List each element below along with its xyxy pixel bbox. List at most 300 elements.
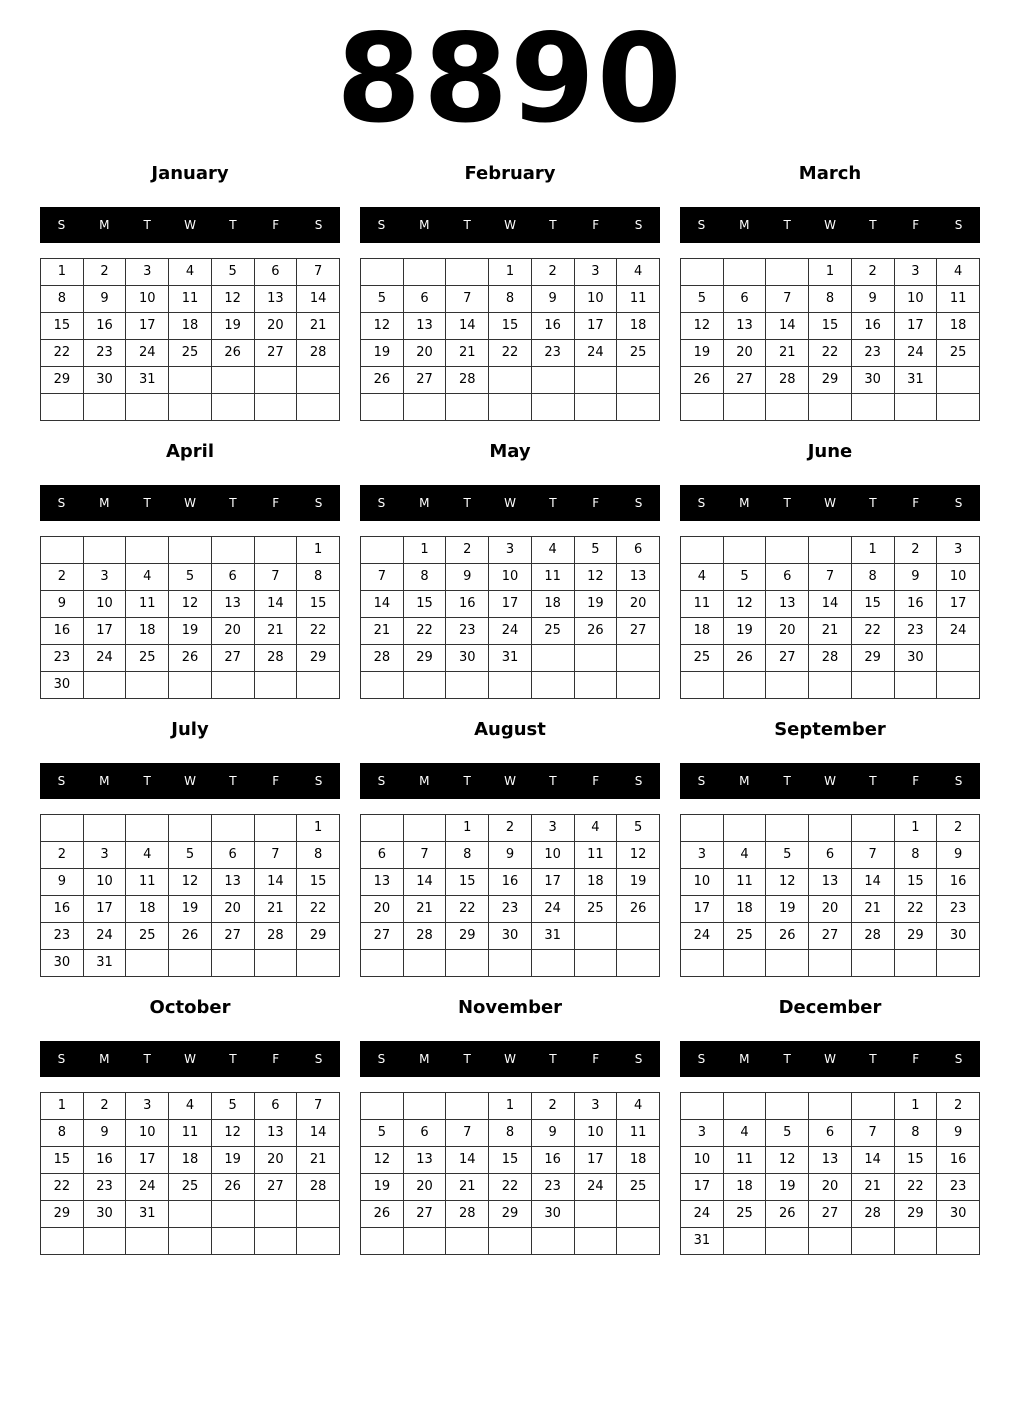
day-cell: 18	[126, 896, 169, 923]
empty-day-cell	[126, 394, 169, 421]
day-cell: 10	[937, 564, 980, 591]
weekday-label: T	[869, 774, 877, 788]
day-cell: 10	[126, 286, 169, 313]
day-cell: 12	[169, 591, 212, 618]
empty-day-cell	[574, 923, 617, 950]
day-cell: 11	[126, 869, 169, 896]
day-cell: 14	[297, 1120, 340, 1147]
day-cell: 18	[169, 313, 212, 340]
day-cell: 5	[169, 842, 212, 869]
day-cell: 29	[297, 645, 340, 672]
week-row	[681, 869, 980, 896]
weekday-label: T	[783, 774, 791, 788]
empty-day-cell	[297, 1201, 340, 1228]
day-cell: 7	[403, 842, 446, 869]
day-cell: 12	[169, 869, 212, 896]
day-cell: 23	[41, 645, 84, 672]
weekday-header	[40, 485, 340, 521]
day-cell: 4	[937, 259, 980, 286]
day-cell: 19	[681, 340, 724, 367]
weekday-label: T	[229, 774, 237, 788]
month-name: June	[807, 441, 853, 462]
day-cell: 12	[617, 842, 660, 869]
month-name: July	[171, 719, 209, 740]
day-grid	[40, 1092, 340, 1255]
day-cell: 2	[489, 815, 532, 842]
day-cell: 1	[297, 537, 340, 564]
day-cell: 24	[126, 340, 169, 367]
day-cell: 3	[126, 1093, 169, 1120]
day-cell: 20	[766, 618, 809, 645]
day-cell: 9	[937, 842, 980, 869]
day-cell: 6	[617, 537, 660, 564]
day-cell: 3	[681, 842, 724, 869]
day-cell: 25	[531, 618, 574, 645]
day-cell: 22	[446, 896, 489, 923]
empty-day-cell	[723, 815, 766, 842]
weekday-label: T	[783, 218, 791, 232]
week-row	[361, 923, 660, 950]
empty-day-cell	[297, 367, 340, 394]
day-cell: 27	[254, 1174, 297, 1201]
empty-day-cell	[531, 1228, 574, 1255]
day-cell: 17	[489, 591, 532, 618]
day-cell: 8	[41, 286, 84, 313]
day-cell: 23	[83, 340, 126, 367]
week-row	[681, 1201, 980, 1228]
day-cell: 12	[766, 869, 809, 896]
empty-day-cell	[41, 1228, 84, 1255]
day-cell: 19	[169, 896, 212, 923]
day-cell: 20	[617, 591, 660, 618]
day-cell: 9	[531, 1120, 574, 1147]
weekday-label: T	[783, 1052, 791, 1066]
day-cell: 28	[851, 923, 894, 950]
weekday-label: W	[184, 218, 196, 232]
day-cell: 30	[446, 645, 489, 672]
day-cell: 4	[617, 259, 660, 286]
month-name: March	[798, 163, 862, 184]
day-cell: 11	[937, 286, 980, 313]
day-cell: 27	[403, 367, 446, 394]
empty-day-cell	[446, 1228, 489, 1255]
empty-day-cell	[531, 645, 574, 672]
weekday-header	[40, 763, 340, 799]
day-cell: 7	[851, 842, 894, 869]
weekday-label: S	[377, 1052, 386, 1066]
month-name: January	[151, 163, 229, 184]
empty-day-cell	[83, 1228, 126, 1255]
day-cell: 24	[574, 1174, 617, 1201]
empty-day-cell	[254, 394, 297, 421]
empty-day-cell	[574, 645, 617, 672]
day-cell: 23	[937, 1174, 980, 1201]
empty-day-cell	[681, 259, 724, 286]
empty-day-cell	[937, 367, 980, 394]
day-cell: 23	[446, 618, 489, 645]
day-cell: 11	[617, 1120, 660, 1147]
day-cell: 5	[361, 1120, 404, 1147]
weekday-label: S	[57, 774, 66, 788]
empty-day-cell	[41, 815, 84, 842]
day-cell: 13	[254, 1120, 297, 1147]
day-cell: 28	[254, 645, 297, 672]
empty-day-cell	[126, 537, 169, 564]
week-row	[681, 896, 980, 923]
weekday-header	[680, 207, 980, 243]
empty-day-cell	[211, 950, 254, 977]
day-cell: 25	[169, 340, 212, 367]
day-cell: 9	[41, 591, 84, 618]
day-cell: 11	[126, 591, 169, 618]
day-cell: 1	[894, 1093, 937, 1120]
month-name: February	[464, 163, 556, 184]
day-cell: 21	[446, 1174, 489, 1201]
weekday-label: W	[184, 774, 196, 788]
empty-day-cell	[446, 672, 489, 699]
empty-day-cell	[937, 950, 980, 977]
week-row	[361, 672, 660, 699]
day-cell: 9	[41, 869, 84, 896]
day-cell: 10	[489, 564, 532, 591]
day-cell: 17	[681, 896, 724, 923]
weekday-label: M	[739, 496, 750, 510]
empty-day-cell	[766, 672, 809, 699]
day-cell: 12	[574, 564, 617, 591]
weekday-header	[360, 207, 660, 243]
day-cell: 9	[489, 842, 532, 869]
day-cell: 11	[681, 591, 724, 618]
day-cell: 8	[403, 564, 446, 591]
week-row	[41, 367, 340, 394]
empty-day-cell	[809, 1228, 852, 1255]
day-cell: 29	[489, 1201, 532, 1228]
day-cell: 16	[41, 618, 84, 645]
empty-day-cell	[446, 259, 489, 286]
day-cell: 27	[361, 923, 404, 950]
day-cell: 3	[681, 1120, 724, 1147]
day-cell: 10	[83, 591, 126, 618]
day-cell: 4	[531, 537, 574, 564]
day-cell: 23	[531, 1174, 574, 1201]
weekday-label: T	[463, 496, 471, 510]
day-cell: 20	[403, 1174, 446, 1201]
empty-day-cell	[723, 259, 766, 286]
empty-day-cell	[211, 1228, 254, 1255]
day-cell: 18	[937, 313, 980, 340]
day-cell: 14	[446, 313, 489, 340]
day-cell: 19	[723, 618, 766, 645]
day-cell: 20	[809, 1174, 852, 1201]
empty-day-cell	[574, 1228, 617, 1255]
day-cell: 23	[531, 340, 574, 367]
day-cell: 27	[403, 1201, 446, 1228]
day-cell: 3	[83, 564, 126, 591]
empty-day-cell	[766, 394, 809, 421]
day-cell: 19	[574, 591, 617, 618]
empty-day-cell	[403, 950, 446, 977]
week-row	[41, 896, 340, 923]
weekday-label: F	[912, 496, 920, 510]
day-cell: 6	[361, 842, 404, 869]
day-cell: 4	[723, 842, 766, 869]
day-cell: 17	[937, 591, 980, 618]
empty-day-cell	[361, 672, 404, 699]
weekday-header	[680, 763, 980, 799]
day-cell: 28	[851, 1201, 894, 1228]
day-cell: 29	[851, 645, 894, 672]
day-cell: 26	[574, 618, 617, 645]
empty-day-cell	[361, 815, 404, 842]
empty-day-cell	[83, 672, 126, 699]
empty-day-cell	[211, 1201, 254, 1228]
week-row	[41, 564, 340, 591]
day-cell: 26	[766, 1201, 809, 1228]
day-cell: 2	[531, 259, 574, 286]
weekday-label: S	[954, 774, 963, 788]
empty-day-cell	[574, 394, 617, 421]
day-cell: 14	[254, 591, 297, 618]
empty-day-cell	[489, 394, 532, 421]
day-cell: 13	[211, 869, 254, 896]
empty-day-cell	[489, 672, 532, 699]
day-cell: 27	[809, 923, 852, 950]
empty-day-cell	[723, 1093, 766, 1120]
day-cell: 25	[574, 896, 617, 923]
weekday-label: T	[549, 218, 557, 232]
weekday-label: W	[184, 1052, 196, 1066]
empty-day-cell	[126, 815, 169, 842]
weekday-label: F	[592, 496, 600, 510]
week-row	[681, 537, 980, 564]
week-row	[41, 842, 340, 869]
day-cell: 10	[83, 869, 126, 896]
weekday-label: M	[419, 496, 430, 510]
day-cell: 22	[851, 618, 894, 645]
day-cell: 8	[489, 286, 532, 313]
empty-day-cell	[403, 259, 446, 286]
day-cell: 8	[489, 1120, 532, 1147]
day-cell: 25	[617, 340, 660, 367]
day-cell: 31	[489, 645, 532, 672]
day-cell: 9	[531, 286, 574, 313]
weekday-label: M	[739, 774, 750, 788]
week-row	[681, 367, 980, 394]
empty-day-cell	[41, 537, 84, 564]
day-cell: 15	[489, 313, 532, 340]
empty-day-cell	[809, 672, 852, 699]
day-cell: 17	[894, 313, 937, 340]
month-name: May	[489, 441, 531, 462]
empty-day-cell	[254, 1201, 297, 1228]
day-cell: 31	[83, 950, 126, 977]
day-cell: 3	[126, 259, 169, 286]
day-cell: 7	[361, 564, 404, 591]
weekday-label: W	[504, 774, 516, 788]
day-cell: 19	[211, 313, 254, 340]
day-cell: 7	[766, 286, 809, 313]
day-cell: 28	[361, 645, 404, 672]
weekday-label: S	[314, 218, 323, 232]
weekday-header	[40, 207, 340, 243]
empty-day-cell	[681, 394, 724, 421]
day-cell: 28	[297, 340, 340, 367]
weekday-header	[680, 1041, 980, 1077]
week-row	[681, 645, 980, 672]
empty-day-cell	[809, 950, 852, 977]
week-row	[361, 1228, 660, 1255]
day-cell: 9	[894, 564, 937, 591]
day-grid	[360, 1092, 660, 1255]
day-cell: 22	[41, 340, 84, 367]
weekday-label: F	[592, 218, 600, 232]
weekday-label: M	[739, 1052, 750, 1066]
empty-day-cell	[126, 672, 169, 699]
empty-day-cell	[937, 672, 980, 699]
empty-day-cell	[574, 367, 617, 394]
empty-day-cell	[446, 394, 489, 421]
day-cell: 20	[809, 896, 852, 923]
weekday-label: S	[634, 218, 643, 232]
day-cell: 19	[766, 896, 809, 923]
day-cell: 13	[254, 286, 297, 313]
day-cell: 29	[894, 923, 937, 950]
day-cell: 1	[489, 1093, 532, 1120]
empty-day-cell	[681, 672, 724, 699]
day-cell: 17	[126, 313, 169, 340]
day-cell: 5	[617, 815, 660, 842]
day-cell: 22	[809, 340, 852, 367]
week-row	[361, 869, 660, 896]
day-cell: 17	[126, 1147, 169, 1174]
week-row	[41, 950, 340, 977]
empty-day-cell	[297, 950, 340, 977]
empty-day-cell	[937, 645, 980, 672]
day-cell: 2	[937, 815, 980, 842]
day-cell: 4	[169, 1093, 212, 1120]
day-cell: 19	[361, 340, 404, 367]
day-cell: 3	[531, 815, 574, 842]
day-cell: 11	[531, 564, 574, 591]
day-cell: 8	[297, 842, 340, 869]
day-cell: 24	[83, 645, 126, 672]
empty-day-cell	[403, 1093, 446, 1120]
day-cell: 19	[766, 1174, 809, 1201]
day-cell: 15	[297, 591, 340, 618]
day-cell: 27	[254, 340, 297, 367]
week-row	[41, 1120, 340, 1147]
week-row	[681, 1174, 980, 1201]
empty-day-cell	[937, 1228, 980, 1255]
day-cell: 30	[851, 367, 894, 394]
empty-day-cell	[809, 815, 852, 842]
empty-day-cell	[894, 672, 937, 699]
week-row	[41, 537, 340, 564]
day-cell: 14	[403, 869, 446, 896]
day-cell: 7	[809, 564, 852, 591]
weekday-label: T	[549, 1052, 557, 1066]
empty-day-cell	[617, 1201, 660, 1228]
day-cell: 26	[617, 896, 660, 923]
week-row	[681, 340, 980, 367]
day-cell: 1	[41, 1093, 84, 1120]
week-row	[361, 591, 660, 618]
day-grid	[360, 258, 660, 421]
day-cell: 2	[83, 259, 126, 286]
weekday-label: M	[99, 218, 110, 232]
day-cell: 22	[297, 896, 340, 923]
day-cell: 16	[894, 591, 937, 618]
weekday-label: F	[272, 774, 280, 788]
empty-day-cell	[766, 259, 809, 286]
day-cell: 18	[531, 591, 574, 618]
day-cell: 1	[446, 815, 489, 842]
day-cell: 27	[617, 618, 660, 645]
day-cell: 27	[211, 645, 254, 672]
day-cell: 25	[169, 1174, 212, 1201]
week-row	[41, 815, 340, 842]
empty-day-cell	[254, 537, 297, 564]
day-cell: 16	[41, 896, 84, 923]
empty-day-cell	[211, 394, 254, 421]
day-cell: 20	[361, 896, 404, 923]
day-cell: 10	[681, 869, 724, 896]
day-cell: 9	[446, 564, 489, 591]
week-row	[41, 1147, 340, 1174]
day-cell: 6	[211, 842, 254, 869]
weekday-label: F	[912, 218, 920, 232]
empty-day-cell	[851, 815, 894, 842]
weekday-label: S	[954, 218, 963, 232]
day-cell: 23	[851, 340, 894, 367]
empty-day-cell	[211, 672, 254, 699]
empty-day-cell	[169, 672, 212, 699]
week-row	[361, 1120, 660, 1147]
weekday-label: W	[824, 1052, 836, 1066]
day-cell: 4	[617, 1093, 660, 1120]
day-cell: 25	[126, 645, 169, 672]
day-cell: 30	[489, 923, 532, 950]
day-cell: 23	[894, 618, 937, 645]
day-cell: 5	[723, 564, 766, 591]
week-row	[41, 1201, 340, 1228]
day-cell: 30	[937, 1201, 980, 1228]
weekday-label: M	[739, 218, 750, 232]
weekday-label: S	[314, 774, 323, 788]
day-cell: 18	[574, 869, 617, 896]
week-row	[681, 286, 980, 313]
day-cell: 31	[531, 923, 574, 950]
day-cell: 31	[126, 1201, 169, 1228]
weekday-label: S	[314, 1052, 323, 1066]
weekday-label: F	[272, 1052, 280, 1066]
day-cell: 25	[723, 923, 766, 950]
day-cell: 14	[809, 591, 852, 618]
empty-day-cell	[574, 1201, 617, 1228]
day-cell: 8	[446, 842, 489, 869]
weekday-label: F	[272, 218, 280, 232]
day-cell: 25	[723, 1201, 766, 1228]
weekday-label: M	[419, 1052, 430, 1066]
day-cell: 16	[83, 1147, 126, 1174]
day-cell: 27	[723, 367, 766, 394]
day-cell: 21	[851, 1174, 894, 1201]
day-cell: 9	[937, 1120, 980, 1147]
day-cell: 13	[361, 869, 404, 896]
day-cell: 2	[41, 842, 84, 869]
weekday-label: T	[229, 218, 237, 232]
day-cell: 6	[809, 1120, 852, 1147]
